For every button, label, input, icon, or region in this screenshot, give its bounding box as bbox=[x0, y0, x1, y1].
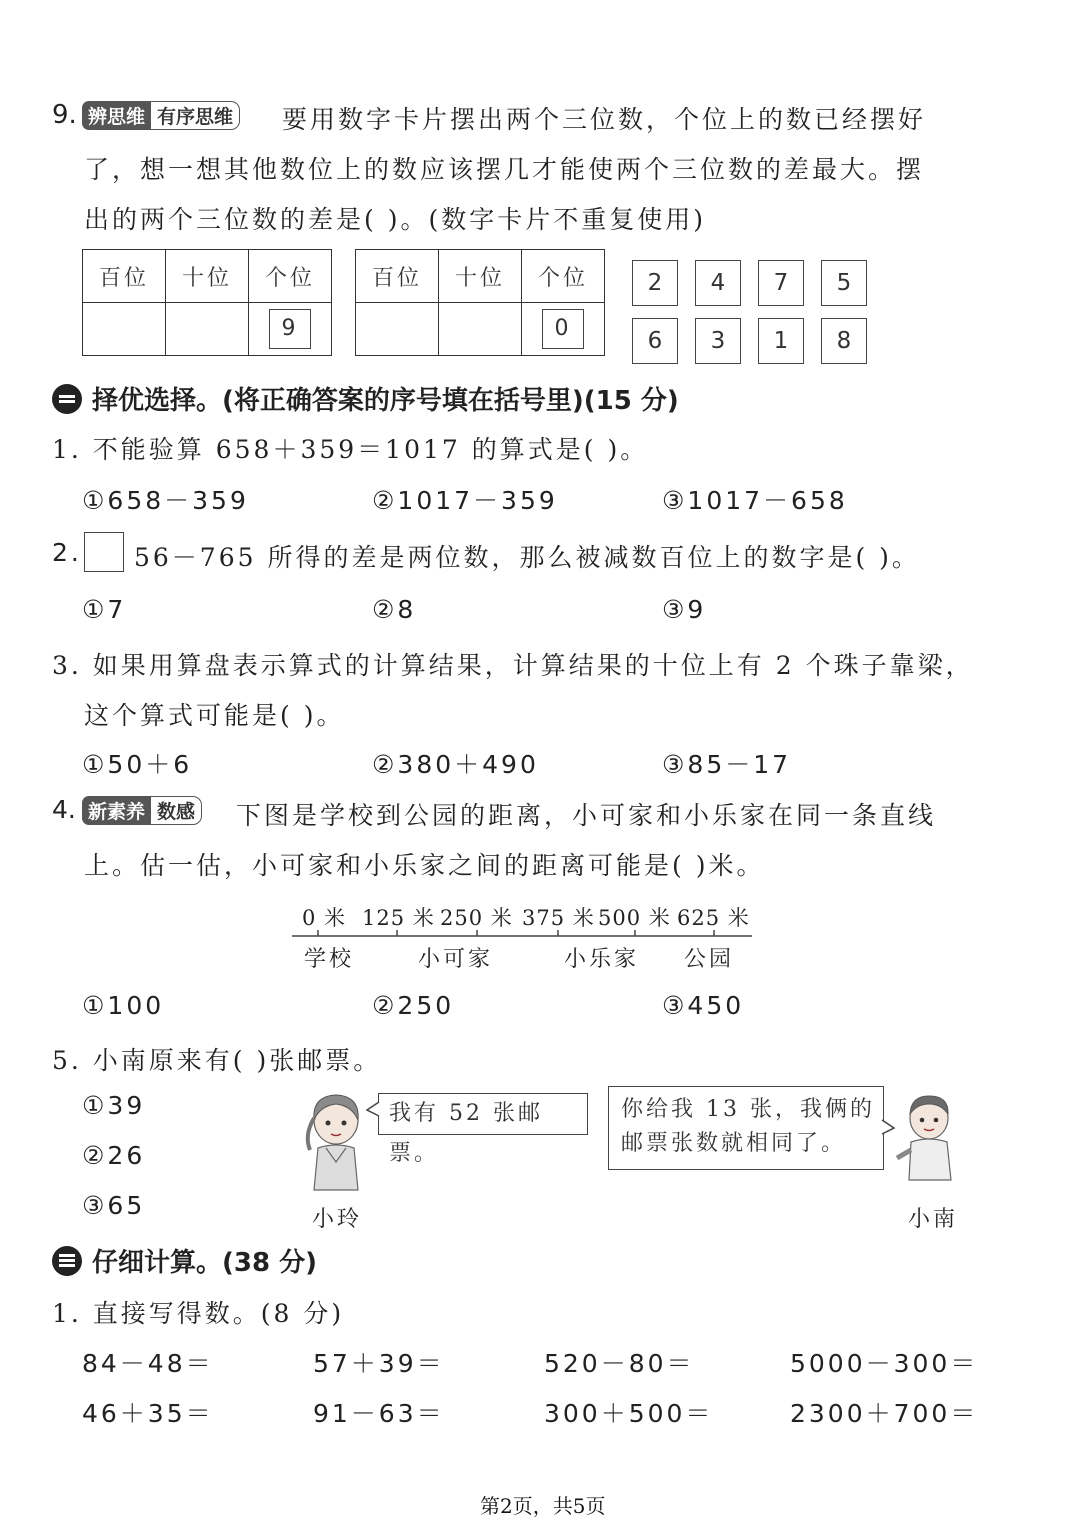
section-3-title: 仔细计算。(38 分) bbox=[92, 1248, 317, 1278]
s2-q4-option-1[interactable]: ①100 bbox=[82, 991, 165, 1020]
section-2-heading bbox=[52, 380, 679, 417]
q9-line2: 了，想一想其他数位上的数应该摆几才能使两个三位数的差最大。摆 bbox=[84, 155, 925, 184]
s2-q3-line2: 这个算式可能是( )。 bbox=[84, 701, 345, 730]
boy-name: 小南 bbox=[908, 1207, 959, 1232]
scale-label: 125 米 bbox=[362, 906, 435, 930]
cell-tens[interactable] bbox=[439, 303, 522, 356]
s2-q4-number: 4. bbox=[52, 795, 76, 824]
boy-illustration bbox=[893, 1092, 963, 1184]
place-label: 小乐家 bbox=[564, 947, 640, 972]
section-2-icon bbox=[52, 384, 82, 414]
section-2-title: 择优选择。(将正确答案的序号填在括号里)(15 分) bbox=[92, 386, 679, 416]
girl-speech-bubble bbox=[378, 1093, 588, 1166]
digit-card[interactable]: 7 bbox=[758, 260, 804, 306]
place-label: 学校 bbox=[304, 947, 355, 972]
s2-q4-option-2[interactable]: ②250 bbox=[372, 991, 455, 1020]
calc-item[interactable]: 84－48＝ bbox=[82, 1349, 214, 1378]
s2-q5-option-3[interactable]: ③65 bbox=[82, 1191, 146, 1220]
digit-card[interactable]: 5 bbox=[821, 260, 867, 306]
scale-label: 0 米 bbox=[302, 906, 347, 930]
s2-q1-option-2[interactable]: ②1017－359 bbox=[372, 486, 558, 515]
s2-q2-text: 56－765 所得的差是两位数，那么被减数百位上的数字是( )。 bbox=[134, 543, 920, 572]
s2-q3-option-2[interactable]: ②380＋490 bbox=[372, 750, 539, 779]
place-label: 小可家 bbox=[418, 947, 494, 972]
boy-speech-line1: 你给我 13 张，我俩的 bbox=[621, 1097, 875, 1122]
scale-label: 375 米 bbox=[522, 906, 595, 930]
ones-card: 9 bbox=[269, 309, 311, 349]
distance-number-line bbox=[290, 928, 760, 942]
calc-item[interactable]: 46＋35＝ bbox=[82, 1399, 214, 1428]
cell-tens[interactable] bbox=[166, 303, 249, 356]
s2-q1-text: 1. 不能验算 658＋359＝1017 的算式是( )。 bbox=[52, 435, 649, 464]
q9-number: 9. bbox=[52, 100, 77, 130]
header-tens: 十位 bbox=[166, 250, 249, 303]
place-label: 公园 bbox=[684, 947, 735, 972]
q9-badge-thinking: 辨思维 bbox=[82, 101, 151, 130]
s2-q4-option-3[interactable]: ③450 bbox=[662, 991, 745, 1020]
q9-badges bbox=[82, 100, 240, 130]
s2-q5-text: 5. 小南原来有( )张邮票。 bbox=[52, 1046, 382, 1075]
s2-q2-option-2[interactable]: ②8 bbox=[372, 595, 417, 624]
place-value-table-2 bbox=[355, 249, 605, 356]
ones-card: 0 bbox=[542, 309, 584, 349]
s2-q3-option-3[interactable]: ③85－17 bbox=[662, 750, 792, 779]
cell-ones bbox=[522, 303, 605, 356]
section-3-icon bbox=[52, 1246, 82, 1276]
girl-bubble-tail bbox=[366, 1100, 380, 1120]
digit-card[interactable]: 6 bbox=[632, 318, 678, 364]
s2-q3-option-1[interactable]: ①50＋6 bbox=[82, 750, 193, 779]
digit-card[interactable]: 8 bbox=[821, 318, 867, 364]
header-tens: 十位 bbox=[439, 250, 522, 303]
digit-card[interactable]: 2 bbox=[632, 260, 678, 306]
calc-item[interactable]: 5000－300＝ bbox=[790, 1349, 979, 1378]
header-ones: 个位 bbox=[522, 250, 605, 303]
digit-card[interactable]: 1 bbox=[758, 318, 804, 364]
q9-line1: 要用数字卡片摆出两个三位数，个位上的数已经摆好 bbox=[282, 105, 927, 134]
boy-speech-bubble bbox=[608, 1086, 884, 1170]
s2-q4-line1: 下图是学校到公园的距离，小可家和小乐家在同一条直线 bbox=[236, 801, 937, 830]
s2-q1-option-1[interactable]: ①658－359 bbox=[82, 486, 249, 515]
q9-line3: 出的两个三位数的差是( )。(数字卡片不重复使用) bbox=[84, 205, 706, 234]
header-ones: 个位 bbox=[249, 250, 332, 303]
s2-q2-number: 2. bbox=[52, 538, 82, 567]
cell-hundreds[interactable] bbox=[356, 303, 439, 356]
s2-q3-line1: 3. 如果用算盘表示算式的计算结果，计算结果的十位上有 2 个珠子靠梁， bbox=[52, 651, 974, 680]
q9-badge-ordered: 有序思维 bbox=[151, 101, 240, 130]
girl-illustration bbox=[296, 1090, 376, 1200]
s2-q2-option-1[interactable]: ①7 bbox=[82, 595, 127, 624]
calc-item[interactable]: 2300＋700＝ bbox=[790, 1399, 979, 1428]
header-hundreds: 百位 bbox=[356, 250, 439, 303]
place-value-table-1 bbox=[82, 249, 332, 356]
cell-ones bbox=[249, 303, 332, 356]
calc-item[interactable]: 520－80＝ bbox=[544, 1349, 695, 1378]
calc-item[interactable]: 300＋500＝ bbox=[544, 1399, 714, 1428]
calc-item[interactable]: 91－63＝ bbox=[313, 1399, 445, 1428]
q4-badge-number-sense: 数感 bbox=[151, 796, 202, 825]
girl-name: 小玲 bbox=[312, 1207, 363, 1232]
blank-digit-box[interactable] bbox=[84, 532, 124, 572]
s2-q1-option-3[interactable]: ③1017－658 bbox=[662, 486, 848, 515]
section-3-heading bbox=[52, 1242, 317, 1279]
header-hundreds: 百位 bbox=[83, 250, 166, 303]
cell-hundreds[interactable] bbox=[83, 303, 166, 356]
boy-speech-line2: 邮票张数就相同了。 bbox=[621, 1131, 847, 1156]
calc-item[interactable]: 57＋39＝ bbox=[313, 1349, 445, 1378]
digit-card[interactable]: 3 bbox=[695, 318, 741, 364]
s3-q1-title: 1. 直接写得数。(8 分) bbox=[52, 1299, 345, 1328]
scale-label: 625 米 bbox=[677, 906, 750, 930]
page-footer: 第2页，共5页 bbox=[480, 1494, 606, 1518]
q4-badge-literacy: 新素养 bbox=[82, 796, 151, 825]
s2-q5-option-1[interactable]: ①39 bbox=[82, 1091, 146, 1120]
s2-q2-option-3[interactable]: ③9 bbox=[662, 595, 707, 624]
scale-label: 250 米 bbox=[440, 906, 513, 930]
digit-card[interactable]: 4 bbox=[695, 260, 741, 306]
girl-speech-text: 我有 52 张邮票。 bbox=[389, 1101, 543, 1166]
q4-badges bbox=[82, 795, 202, 825]
s2-q4-line2: 上。估一估，小可家和小乐家之间的距离可能是( )米。 bbox=[84, 851, 765, 880]
s2-q5-option-2[interactable]: ②26 bbox=[82, 1141, 146, 1170]
scale-label: 500 米 bbox=[598, 906, 671, 930]
